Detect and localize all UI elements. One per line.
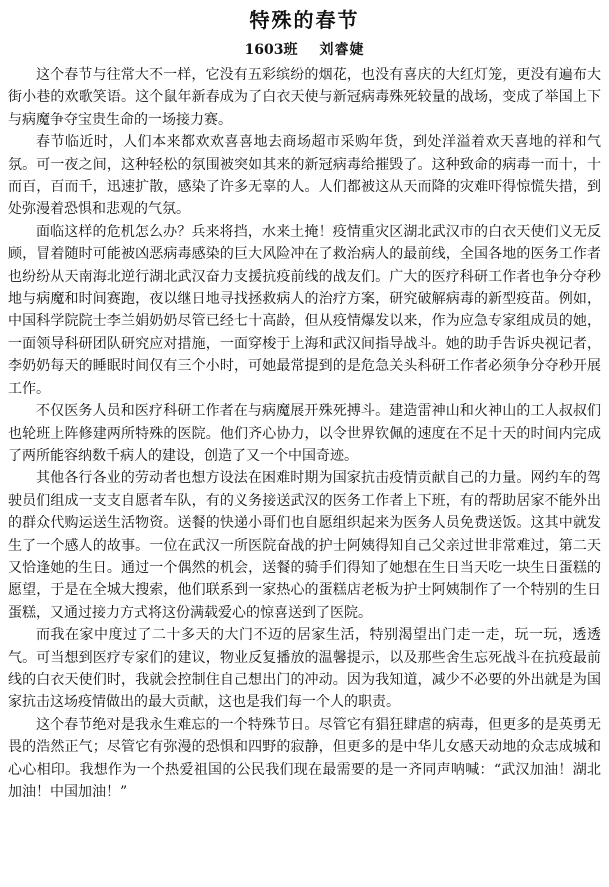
paragraph-4: 不仅医务人员和医疗科研工作者在与病魔展开殊死搏斗。建造雷神山和火神山的工人叔叔们也轮班上阵修建两所特殊的医院。他们齐心协力，以令世界钦佩的速度在不足十天的时间内完成了两所能容纳数千病人的建设，创造了又一个中国奇迹。	[8, 403, 601, 464]
essay-title: 特殊的春节	[249, 8, 360, 32]
class-name: 1603班	[244, 42, 298, 58]
paragraph-1: 这个春节与往常大不一样，它没有五彩缤纷的烟花，也没有喜庆的大红灯笼，更没有遍布大街小巷的欢歌笑语。这个鼠年新春成为了白衣天使与新冠病毒殊死较量的战场，变成了举国上下与病魔争夺宝贵生命的一场接力赛。	[8, 67, 601, 128]
paragraph-3: 面临这样的危机怎么办？兵来将挡，水来土掩！疫情重灾区湖北武汉市的白衣天使们义无反顾，冒着随时可能被凶恶病毒感染的巨大风险冲在了救治病人的最前线，全国各地的医务工作者也纷纷从天南海北逆行湖北武汉奋力支援抗疫前线的战友们。广大的医疗科研工作者也争分夺秒地与病魔和时间赛跑，夜以继日地寻找拯救病人的治疗方案，研究破解病毒的新型疫苗。例如，中国科学院院士李兰娟奶奶尽管已经七十高龄，但从疫情爆发以来，作为应急专家组成员的她，一面领导科研团队研究应对措施，一面穿梭于上海和武汉间指导战斗。她的助手告诉央视记者，李奶奶每天的睡眠时间仅有三个小时，可她最常提到的是危急关头科研工作者必须争分夺秒开展工作。	[8, 223, 601, 397]
paragraph-2: 春节临近时，人们本来都欢欢喜喜地去商场超市采购年货，到处洋溢着欢天喜地的祥和气氛。可一夜之间，这种轻松的氛围被突如其来的新冠病毒给摧毁了。这种致命的病毒一而十，十而百，百而千，迅速扩散，感染了许多无辜的人。人们都被这从天而降的灾难吓得惊慌失措，到处弥漫着恐惧和悲观的气氛。	[8, 134, 601, 218]
essay-body	[8, 64, 601, 803]
paragraph-7: 这个春节绝对是我永生难忘的一个特殊节日。尽管它有猖狂肆虐的病毒，但更多的是英勇无畏的浩然正气；尽管它有弥漫的恐惧和四野的寂静，但更多的是中华儿女感天动地的众志成城和心心相印。我想作为一个热爱祖国的公民我们现在最需要的是一齐同声呐喊：“武汉加油！湖北加油！中国加油！”	[8, 716, 601, 800]
paragraph-6: 而我在家中度过了二十多天的大门不迈的居家生活，特别渴望出门走一走，玩一玩，透透气。可当想到医疗专家们的建议，物业反复播放的温馨提示，以及那些舍生忘死战斗在抗疫最前线的白衣天使们时，我就会控制住自己想出门的冲动。因为我知道，减少不必要的外出就是为国家抗击这场疫情做出的最大贡献，这也是我们每一个人的职责。	[8, 627, 601, 711]
author-name: 刘睿婕	[319, 42, 365, 58]
byline	[8, 40, 601, 60]
paragraph-5: 其他各行各业的劳动者也想方设法在困难时期为国家抗击疫情贡献自己的力量。网约车的驾驶员们组成一支支自愿者车队，有的义务接送武汉的医务工作者上下班，有的帮助居家不能外出的群众代购运送生活物资。送餐的快递小哥们也自愿组织起来为医务人员免费送饭。这其中就发生了一个感人的故事。一位在武汉一所医院奋战的护士阿姨得知自己父亲过世非常难过，第二天又恰逢她的生日。通过一个偶然的机会，送餐的骑手们得知了她想在生日当天吃一块生日蛋糕的愿望，于是在全城大搜索，他们联系到一家热心的蛋糕店老板为护士阿姨制作了一个特别的生日蛋糕，又通过接力方式将这份满载爱心的惊喜送到了医院。	[8, 470, 601, 621]
